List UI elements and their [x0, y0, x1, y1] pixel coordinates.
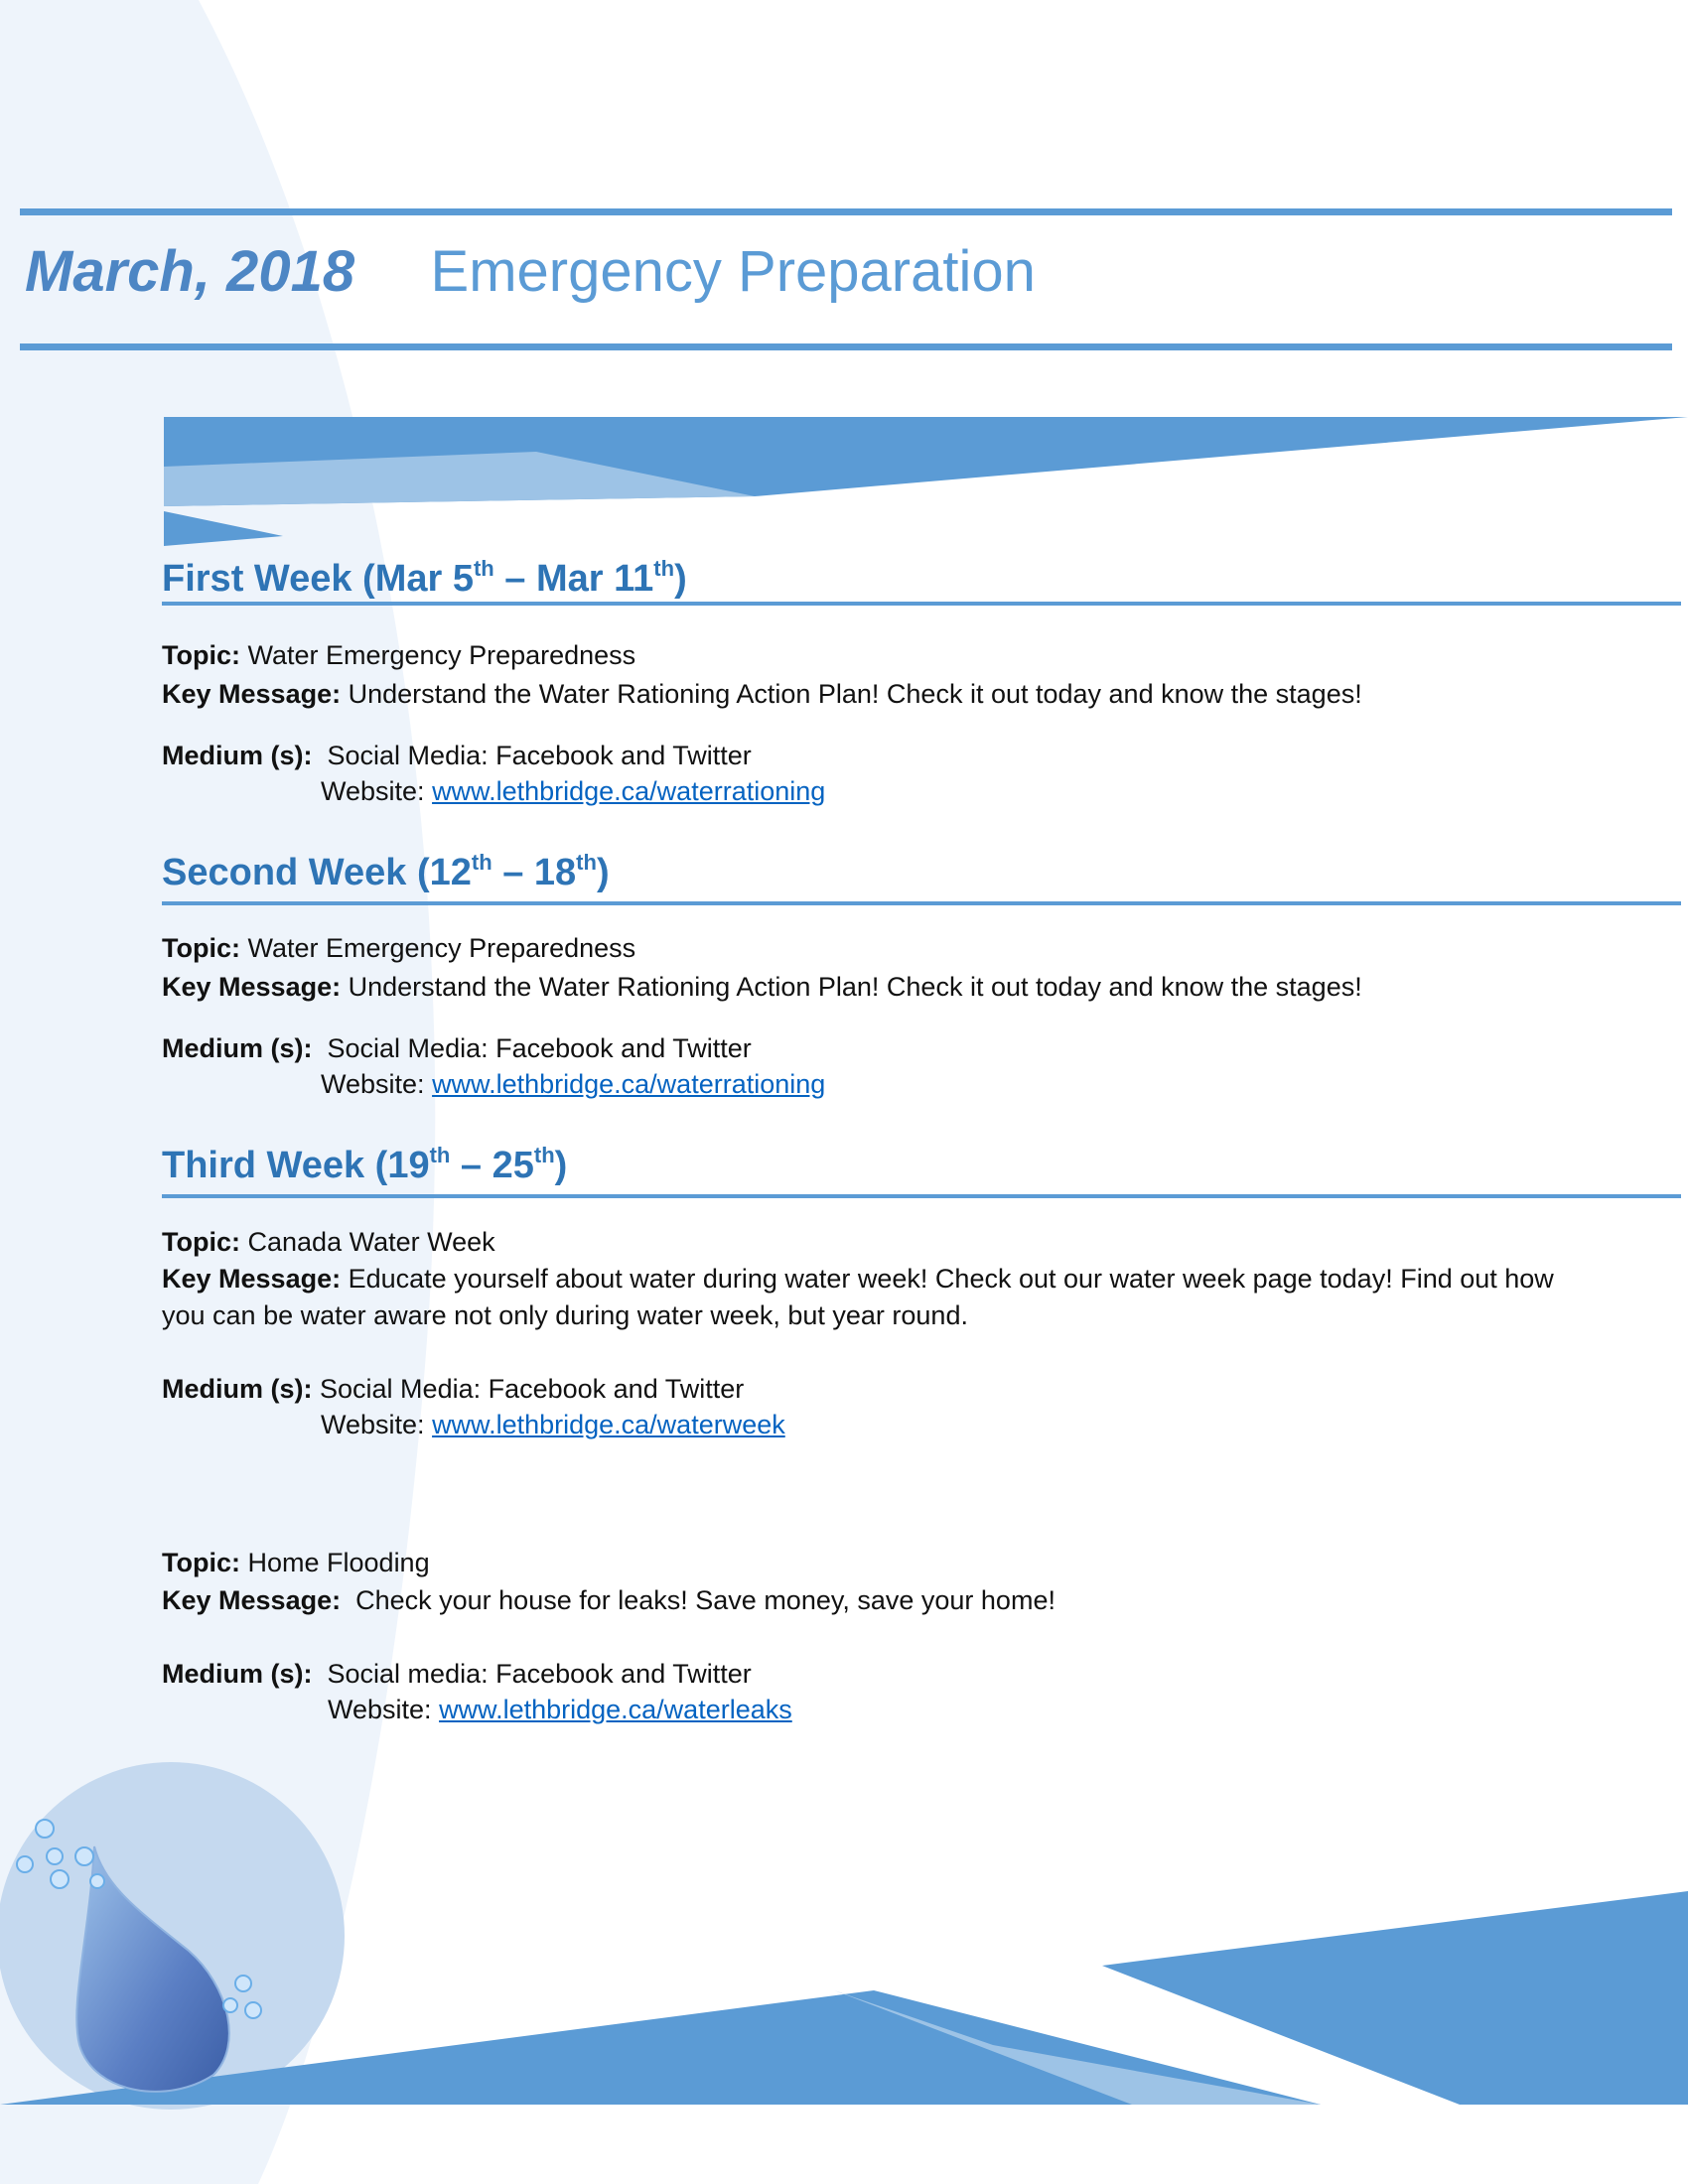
- week-1-key-message: Key Message: Understand the Water Rationing Action Plan! Check it out today and know the stages!: [162, 679, 1362, 709]
- week-2-key-message: Key Message: Understand the Water Rationing Action Plan! Check it out today and know the stages!: [162, 972, 1362, 1002]
- week-1-website-link[interactable]: www.lethbridge.ca/waterrationing: [432, 776, 826, 806]
- week-2-topic: Topic: Water Emergency Preparedness: [162, 933, 636, 963]
- extra-topic: Topic: Home Flooding: [162, 1548, 430, 1577]
- extra-website: Website: www.lethbridge.ca/waterleaks: [328, 1695, 792, 1724]
- week-2-rule: [162, 901, 1681, 905]
- extra-medium: Medium (s): Social media: Facebook and Twitter: [162, 1659, 752, 1689]
- week-3-medium: Medium (s): Social Media: Facebook and Twitter: [162, 1374, 745, 1404]
- week-1-website: Website: www.lethbridge.ca/waterrationing: [321, 776, 826, 806]
- week-1-medium: Medium (s): Social Media: Facebook and Twitter: [162, 741, 752, 770]
- week-2-website: Website: www.lethbridge.ca/waterrationing: [321, 1069, 826, 1099]
- extra-website-link[interactable]: www.lethbridge.ca/waterleaks: [439, 1695, 792, 1724]
- week-1-topic: Topic: Water Emergency Preparedness: [162, 640, 636, 670]
- week-2-medium: Medium (s): Social Media: Facebook and Twitter: [162, 1033, 752, 1063]
- week-3-rule: [162, 1194, 1681, 1198]
- page-title: [25, 238, 1036, 318]
- extra-key-message: Key Message: Check your house for leaks! Save money, save your home!: [162, 1585, 1055, 1615]
- week-3-heading: Third Week (19th – 25th): [162, 1143, 568, 1186]
- title-topic: Emergency Preparation: [430, 239, 1036, 304]
- week-1-heading: First Week (Mar 5th – Mar 11th): [162, 556, 687, 600]
- title-month: March, 2018: [25, 239, 355, 304]
- week-2-website-link[interactable]: www.lethbridge.ca/waterrationing: [432, 1069, 826, 1099]
- week-3-topic: Topic: Canada Water Week: [162, 1227, 495, 1257]
- week-2-heading: Second Week (12th – 18th): [162, 850, 610, 893]
- week-1-rule: [162, 602, 1681, 606]
- header-top-rule: [20, 208, 1672, 215]
- week-3-key-message: Key Message: Educate yourself about water during water week! Check out our water week page today! Find out how you can be water aware not only during water week, but year round.: [162, 1264, 1554, 1330]
- week-3-website: Website: www.lethbridge.ca/waterweek: [321, 1410, 785, 1439]
- header-bottom-rule: [20, 343, 1672, 350]
- week-3-website-link[interactable]: www.lethbridge.ca/waterweek: [432, 1410, 785, 1439]
